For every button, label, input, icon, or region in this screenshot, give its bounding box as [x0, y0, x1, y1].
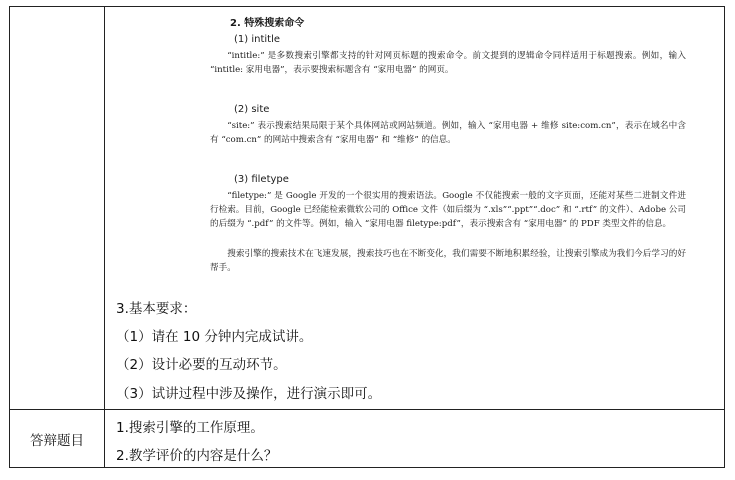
column-divider: [104, 7, 105, 467]
scan-section-title-site: (2) site: [234, 104, 270, 115]
defense-label: 答辩题目: [30, 432, 84, 449]
scan-heading: 2. 特殊搜索命令: [230, 18, 305, 29]
scan-section-text-site: “site:” 表示搜索结果局限于某个具体网站或网站频道。例如，输入 “家用电器 + 维修 site:com.cn”，表示在域名中含有 “com.cn” 的网站中搜索含有 “家用电器” 和 “维修” 的信息。: [210, 121, 686, 146]
row-divider: [10, 409, 724, 410]
scan-section-text-intitle: “intitle:” 是多数搜索引擎都支持的针对网页标题的搜索命令。前文提到的逻辑命令同样适用于标题搜索。例如，输入 “intitle: 家用电器”，表示要搜索标题含有 “家用电器” 的网页。: [210, 51, 686, 76]
defense-question: 2.教学评价的内容是什么？: [116, 448, 278, 464]
requirements-title: 3.基本要求：: [116, 301, 197, 317]
scan-section-title-filetype: (3) filetype: [234, 174, 289, 185]
defense-question: 1.搜索引擎的工作原理。: [116, 420, 264, 436]
requirement-item: （3）试讲过程中涉及操作，进行演示即可。: [116, 386, 382, 402]
scan-section-title-intitle: (1) intitle: [234, 34, 281, 45]
requirement-item: （2）设计必要的互动环节。: [116, 357, 287, 373]
requirement-item: （1）请在 10 分钟内完成试讲。: [116, 329, 313, 345]
scan-closing-text: 搜索引擎的搜索技术在飞速发展，搜索技巧也在不断变化，我们需要不断地积累经验，让搜索引擎成为我们今后学习的好帮手。: [210, 249, 686, 274]
document-table: [9, 6, 725, 468]
scan-section-text-filetype: “filetype:” 是 Google 开发的一个很实用的搜索语法。Google 不仅能搜索一般的文字页面，还能对某些二进制文件进行检索。目前，Google 已经能检索微软公司的 Office 文件（如后缀为 “.xls”“.ppt”“.doc” 和 “.rtf” 的文件）、Adobe 公司的后缀为 “.pdf” 的文件等。例如，输入 “家用电器 filetype:pdf”，表示搜索含有 “家用电器” 的 PDF 类型文件的信息。: [210, 191, 686, 230]
